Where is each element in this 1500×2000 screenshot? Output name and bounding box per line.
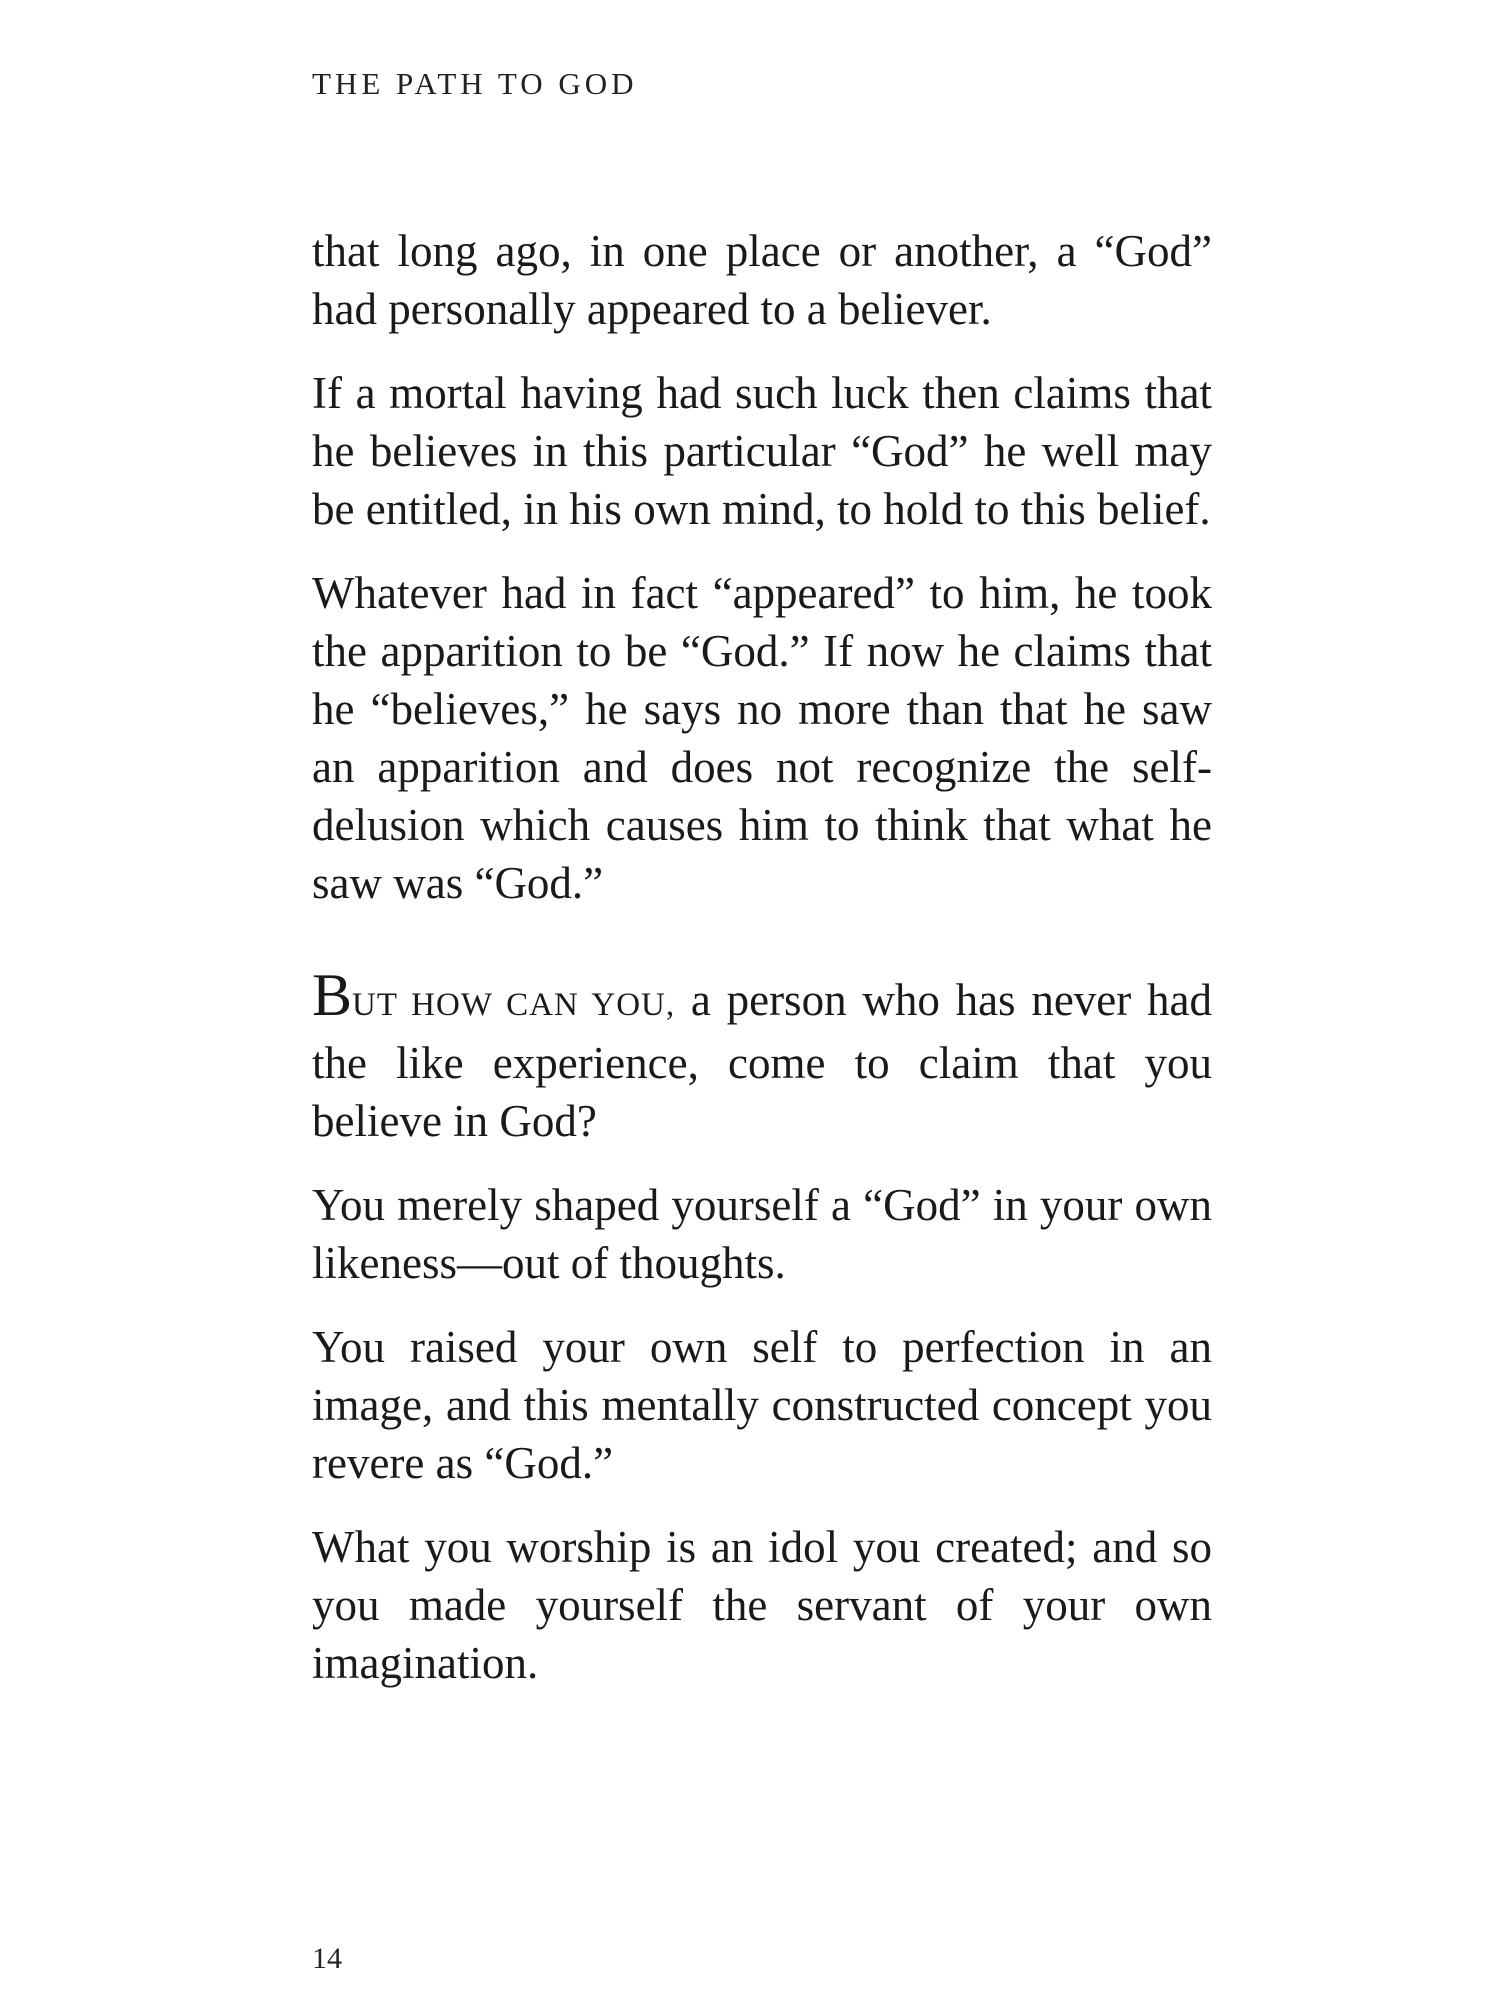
paragraph: You raised your own self to perfection in an image, and this mentally constructed concept you revere as “God.”	[312, 1322, 1212, 1488]
paragraph: that long ago, in one place or another, a “God” had personally appeared to a believer.	[312, 226, 1212, 334]
page-number: 14	[312, 1942, 342, 1975]
paragraph: If a mortal having had such luck then claims that he believes in this particular “God” he well may be entitled, in his own mind, to hold to this belief.	[312, 368, 1212, 534]
section-opening-text: a person who has never had the like experience, come to claim that you believe in God?	[312, 975, 1212, 1146]
section-initial-letter: B	[312, 962, 353, 1028]
paragraph: Whatever had in fact “appeared” to him, he took the apparition to be “God.” If now he claims that he “believes,” he says no more than that he saw an apparition and does not recognize the self-delusion which causes him to think that what he saw was “God.”	[312, 568, 1212, 908]
paragraph: You merely shaped yourself a “God” in your own likeness—out of thoughts.	[312, 1180, 1212, 1288]
section-opening-paragraph	[312, 962, 1212, 1150]
running-head: THE PATH TO GOD	[312, 66, 638, 101]
section-small-caps: UT HOW CAN YOU,	[352, 987, 676, 1023]
body-text	[312, 222, 1212, 1718]
paragraph: What you worship is an idol you created; and so you made yourself the servant of your own imagination.	[312, 1522, 1212, 1688]
